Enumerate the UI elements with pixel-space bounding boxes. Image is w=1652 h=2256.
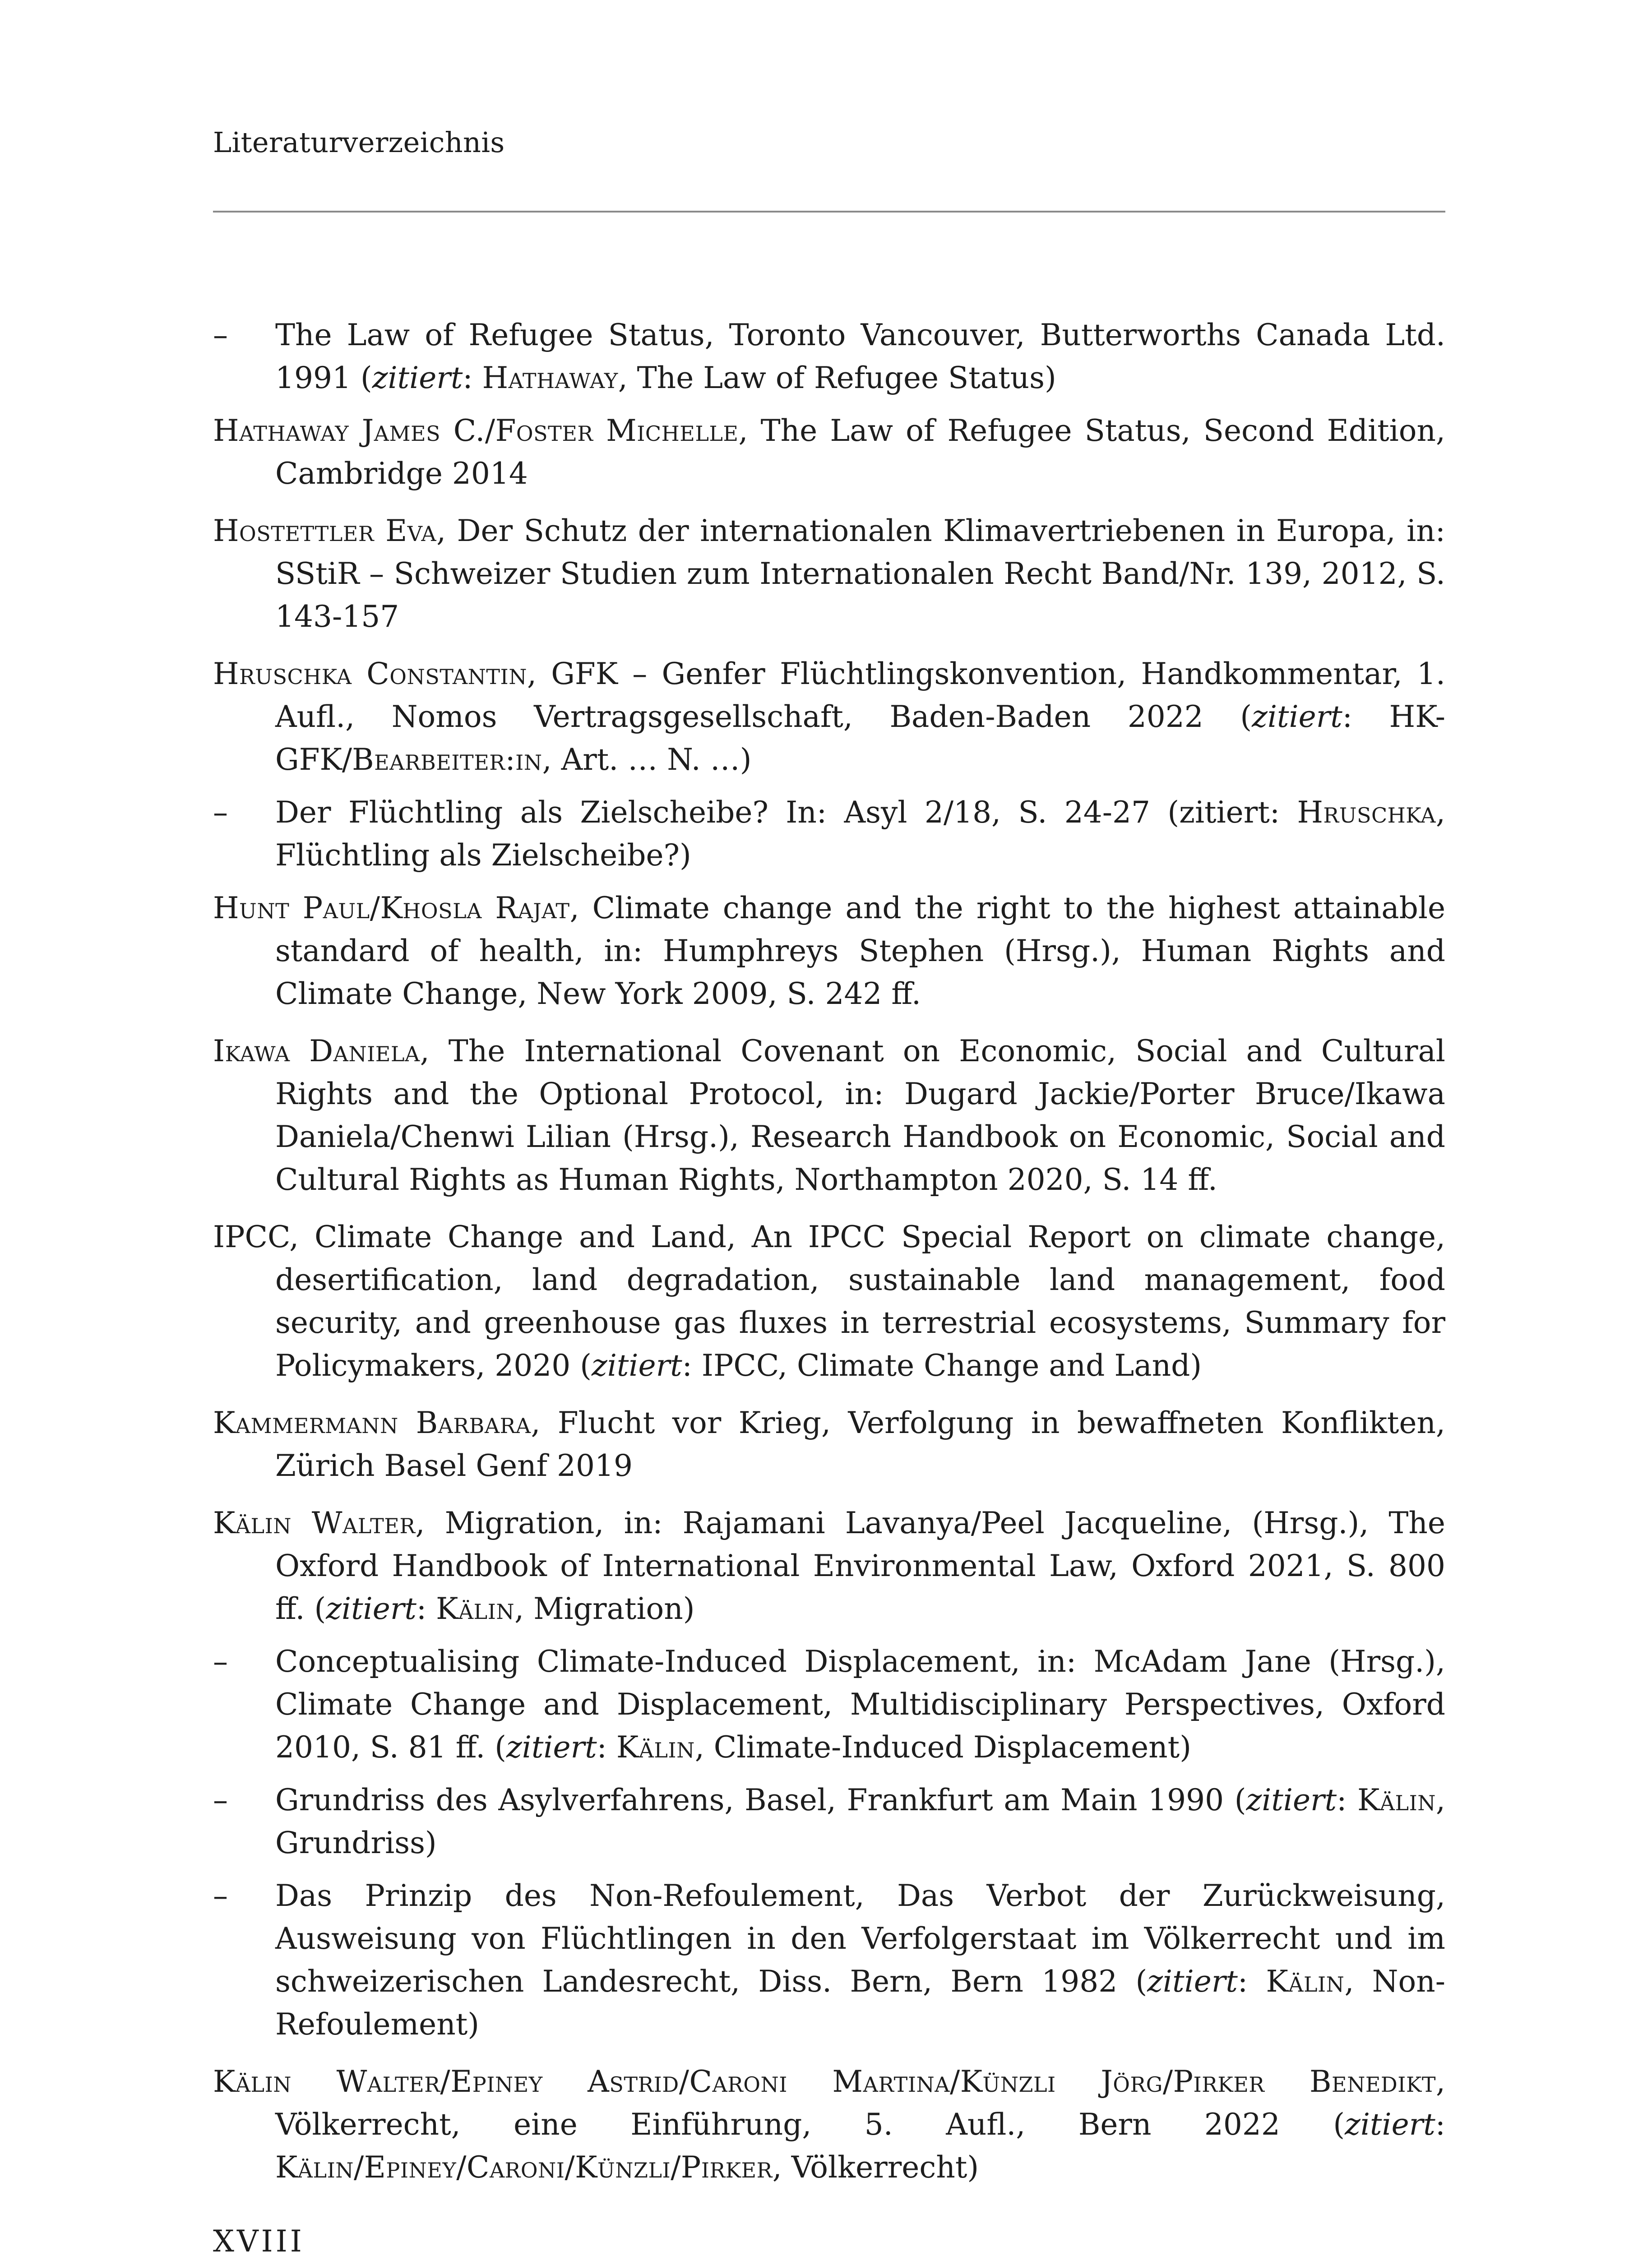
- entry-author: Ikawa Daniela: [213, 1034, 420, 1068]
- entry-text: , The Law of Refugee Status): [618, 361, 1056, 395]
- zitiert-label: zitiert: [326, 1591, 416, 1626]
- entry-author: Hostettler Eva: [213, 513, 437, 548]
- entry-text: :: [463, 361, 482, 395]
- entry-text: , Flucht vor Krieg, Verfolgung in bewaffneten Konflikten, Zürich Basel Genf 2019: [275, 1405, 1445, 1483]
- entry-text: :: [416, 1591, 436, 1626]
- entry-text: , Der Schutz der internationalen Klimavertriebenen in Europa, in: SStiR – Schweizer Studien zum Internationalen Recht Band/Nr. 139, 2012, S. 143-157: [275, 513, 1445, 634]
- entry-text: , The Law of Refugee Status, Second Edition, Cambridge 2014: [275, 413, 1445, 491]
- entry-text: :: [1237, 1964, 1266, 1999]
- entry-text: , Migration): [514, 1591, 695, 1626]
- continuation-dash: –: [213, 318, 228, 352]
- entry-text: :: [1337, 1783, 1358, 1817]
- zitiert-label: zitiert: [1345, 2107, 1435, 2142]
- bibliography-entry: [213, 314, 1445, 399]
- zitiert-label: zitiert: [592, 1348, 682, 1383]
- bibliography-entry: [213, 652, 1445, 781]
- zitiert-label: zitiert: [1179, 795, 1270, 830]
- entry-author: Hruschka Constantin: [213, 656, 527, 691]
- bibliography-entry: [213, 1779, 1445, 1864]
- bibliography-entry: [213, 887, 1445, 1015]
- citation-author: Kälin: [616, 1730, 695, 1765]
- zitiert-label: zitiert: [1147, 1964, 1238, 1999]
- bibliography-entry: [213, 1874, 1445, 2046]
- entry-text: , Grundriss): [275, 1783, 1445, 1860]
- citation-author: Kälin: [1357, 1783, 1436, 1817]
- zitiert-label: zitiert: [1252, 699, 1342, 734]
- entry-author: Kälin Walter: [213, 1506, 416, 1540]
- entry-text: :: [1269, 795, 1297, 830]
- entry-author: Hunt Paul/Khosla Rajat: [213, 891, 570, 925]
- entry-text: , Flüchtling als Zielscheibe?): [275, 795, 1445, 873]
- bibliography-entry: [213, 1216, 1445, 1387]
- entry-text: , Climate change and the right to the highest attainable standard of health, in: Humphreys Stephen (Hrsg.), Human Rights and Climate Change, New York 2009, S. 242 ff.: [275, 891, 1446, 1011]
- entry-author: Kälin Walter/Epiney Astrid/Caroni Martina/Künzli Jörg/Pirker Benedikt: [213, 2064, 1436, 2099]
- bibliography-entry: [213, 1640, 1445, 1769]
- entry-text: :: [597, 1730, 616, 1765]
- continuation-dash: –: [213, 1878, 228, 1913]
- entry-text: Der Flüchtling als Zielscheibe? In: Asyl 2/18, S. 24-27 (: [275, 795, 1180, 830]
- citation-author: Kälin/Epiney/Caroni/Künzli/Pirker: [275, 2150, 773, 2185]
- entry-author: Kammermann Barbara: [213, 1405, 531, 1440]
- entry-text: , Völkerrecht, eine Einführung, 5. Aufl., Bern 2022 (: [275, 2064, 1445, 2142]
- bibliography-list: [213, 314, 1445, 2203]
- entry-text: , The International Covenant on Economic, Social and Cultural Rights and the Optional Protocol, in: Dugard Jackie/Porter Bruce/Ikawa Daniela/Chenwi Lilian (Hrsg.), Research Handbook on Economic, Social and Cultural Rights as Human Rights, Northampton 2020, S. 14 ff.: [275, 1034, 1445, 1197]
- entry-text: , Art. … N. …): [542, 742, 752, 777]
- entry-text: : IPCC, Climate Change and Land): [682, 1348, 1202, 1383]
- entry-text: , GFK – Genfer Flüchtlingskonvention, Handkommentar, 1. Aufl., Nomos Vertragsgesellschaft, Baden-Baden 2022 (: [275, 656, 1445, 734]
- entry-text: :: [1435, 2107, 1445, 2142]
- header-rule: [213, 211, 1445, 213]
- entry-text: , Climate Change and Land, An IPCC Special Report on climate change, desertification, land degradation, sustainable land management, food security, and greenhouse gas fluxes in terrestrial ecosystems, Summary for Policymakers, 2020 (: [275, 1220, 1445, 1383]
- zitiert-label: zitiert: [506, 1730, 597, 1765]
- bibliography-entry: [213, 791, 1445, 877]
- citation-author: Hathaway: [482, 361, 618, 395]
- entry-text: Grundriss des Asylverfahrens, Basel, Frankfurt am Main 1990 (: [275, 1783, 1246, 1817]
- entry-text: , Migration, in: Rajamani Lavanya/Peel Jacqueline, (Hrsg.), The Oxford Handbook of International Environmental Law, Oxford 2021, S. 800 ff. (: [275, 1506, 1445, 1626]
- citation-author: Bearbeiter:in: [352, 742, 542, 777]
- page-number: XVIII: [213, 2224, 305, 2256]
- zitiert-label: zitiert: [372, 361, 463, 395]
- entry-text: , Non-Refoulement): [275, 1964, 1445, 2042]
- citation-author: Kälin: [1266, 1964, 1345, 1999]
- entry-author: IPCC: [213, 1220, 290, 1254]
- entry-text: : HK-GFK/: [275, 699, 1446, 777]
- continuation-dash: –: [213, 1783, 228, 1817]
- entry-text: Conceptualising Climate-Induced Displacement, in: McAdam Jane (Hrsg.), Climate Change and Displacement, Multidisciplinary Perspectives, Oxford 2010, S. 81 ff. (: [275, 1644, 1445, 1765]
- continuation-dash: –: [213, 795, 228, 830]
- entry-text: Das Prinzip des Non-Refoulement, Das Verbot der Zurückweisung, Ausweisung von Flüchtlingen in den Verfolgerstaat im Völkerrecht und im schweizerischen Landesrecht, Diss. Bern, Bern 1982 (: [275, 1878, 1445, 1999]
- running-header: Literaturverzeichnis: [213, 126, 505, 159]
- citation-author: Kälin: [436, 1591, 515, 1626]
- bibliography-entry: [213, 409, 1445, 495]
- citation-author: Hruschka: [1297, 795, 1436, 830]
- zitiert-label: zitiert: [1246, 1783, 1337, 1817]
- entry-author: Hathaway James C./Foster Michelle: [213, 413, 739, 448]
- bibliography-entry: [213, 1030, 1445, 1201]
- continuation-dash: –: [213, 1644, 228, 1679]
- entry-text: The Law of Refugee Status, Toronto Vancouver, Butterworths Canada Ltd. 1991 (: [275, 318, 1445, 395]
- entry-text: , Völkerrecht): [772, 2150, 979, 2185]
- entry-text: , Climate-Induced Displacement): [694, 1730, 1191, 1765]
- bibliography-entry: [213, 1502, 1445, 1630]
- bibliography-entry: [213, 2060, 1445, 2189]
- bibliography-entry: [213, 1401, 1445, 1487]
- bibliography-entry: [213, 509, 1445, 638]
